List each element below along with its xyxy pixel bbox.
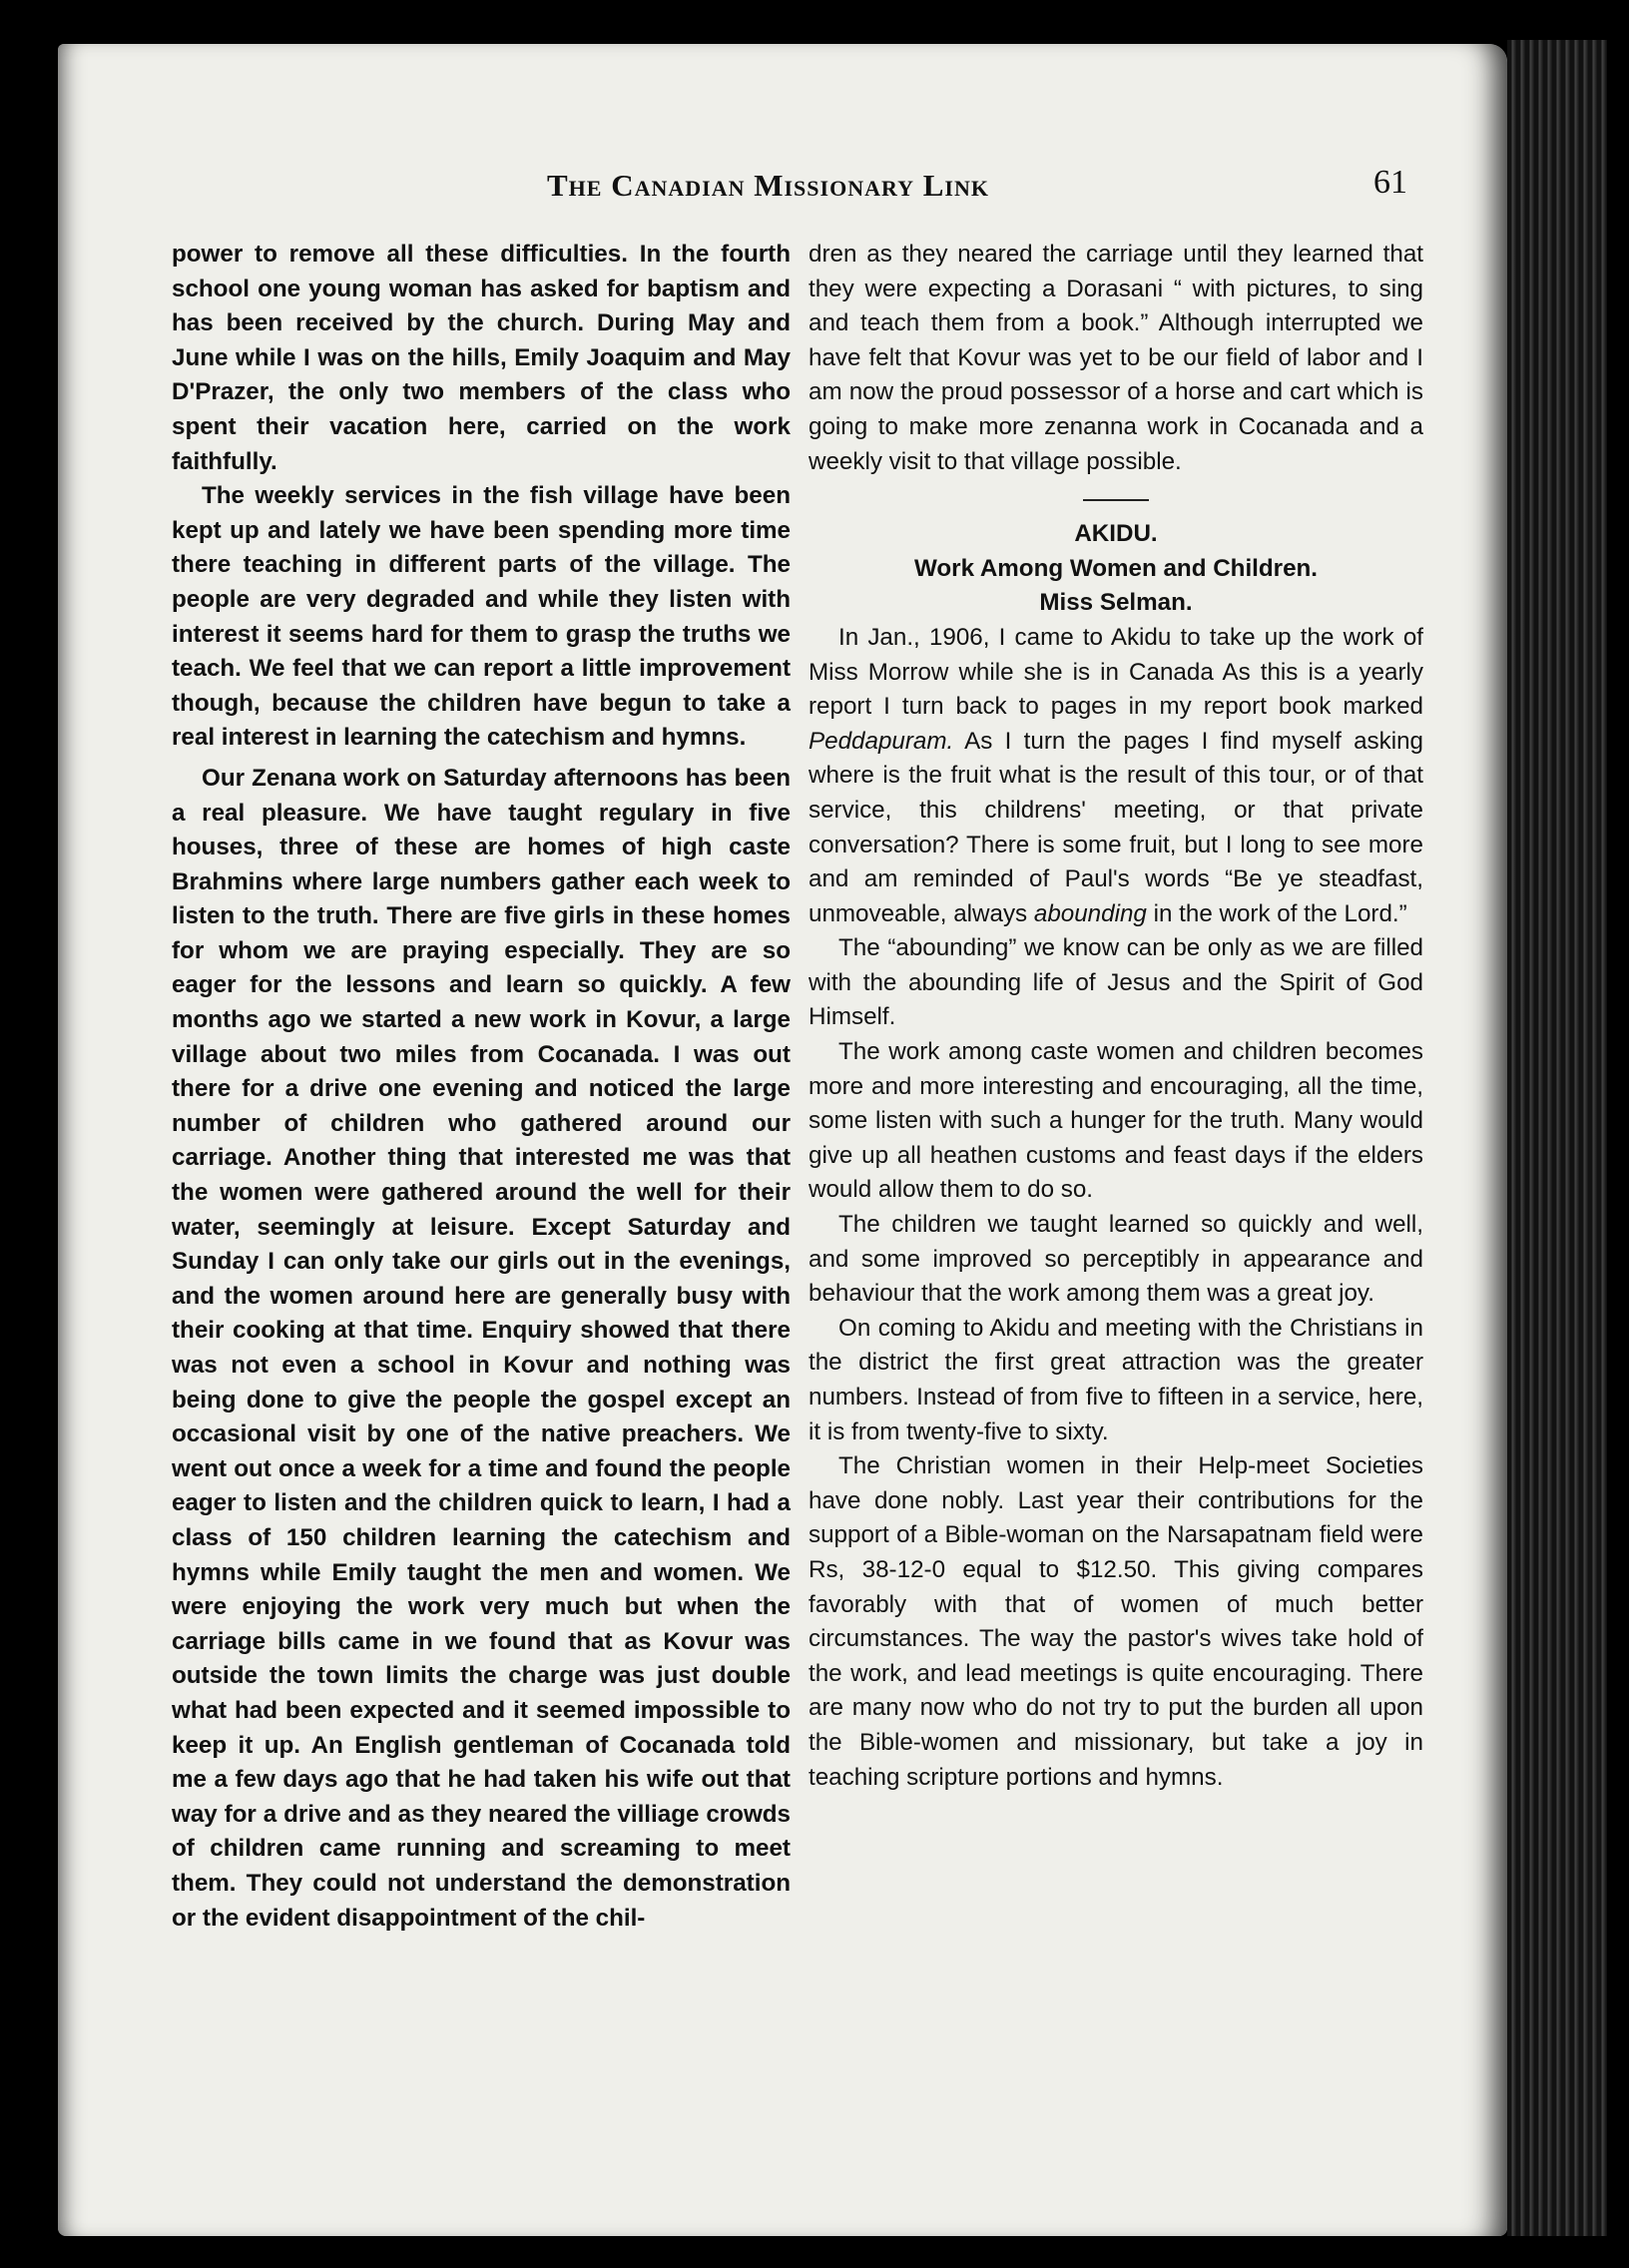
paragraph: power to remove all these difficulties. In the fourth school one young woman has asked for baptism and has been received by the church. During May and June while I was on the hills, Emily Joaquim and May D'Prazer, the only two members of the class who spent their vacation here, carried on the work faithfully.: [172, 241, 791, 475]
page-number: 61: [1373, 164, 1407, 201]
running-header: [0, 164, 1629, 208]
paragraph: dren as they neared the carriage until they learned that they were expecting a Dorasani “ with pictures, to sing and teach them from a book.” Although interrupted we have felt that Kovur was yet to be our field of labor and I am now the proud possessor of a horse and cart which is going to make more zenanna work in Cocanada and a weekly visit to that village possible.: [809, 241, 1423, 475]
text-run: in the work of the Lord.”: [1146, 899, 1407, 927]
paragraph: Our Zenana work on Saturday afternoons has been a real pleasure. We have taught regulary in five houses, three of these are homes of high caste Brahmins where large numbers gather each week to listen to the truth. There are five girls in these homes for whom we are praying especially. They are so eager for the lessons and learn so quickly. A few months ago we started a new work in Kovur, a large village about two miles from Cocanada. I was out there for a drive one evening and noticed the large number of children who gathered around our carriage. Another thing that interested me was that the women were gathered around the well for their water, seemingly at leisure. Except Saturday and Sunday I can only take our girls out in the evenings, and the women around here are generally busy with their cooking at that time. Enquiry showed that there was not even a school in Kovur and nothing was being done to give the people the gospel except an occasional visit by one of the native preachers. We went out once a week for a time and found the people eager to listen and the children quick to learn, I had a class of 150 children learning the catechism and hymns while Emily taught the men and women. We were enjoying the work very much but when the carriage bills came in we found that as Kovur was outside the town limits the charge was just double what had been expected and it seemed impossible to keep it up. An English gentleman of Cocanada told me a few days ago that he had taken his wife out that way for a drive and as they neared the villiage crowds of children came running and screaming to meet them. They could not understand the demonstration or the evident disappointment of the chil-: [172, 764, 791, 1932]
section-author: Miss Selman.: [1039, 589, 1193, 617]
journal-title: The Canadian Missionary Link: [547, 168, 989, 203]
section-title: AKIDU.: [1074, 520, 1158, 548]
paragraph: The work among caste women and children becomes more and more interesting and encouraging, all the time, some listen with such a hunger for the truth. Many would give up all heathen customs and feast days if the elders would allow them to do so.: [809, 1038, 1423, 1204]
paragraph: The children we taught learned so quickly and well, and some improved so perceptibly in appearance and behaviour that the work among them was a great joy.: [809, 1211, 1423, 1308]
paragraph: The weekly services in the fish village have been kept up and lately we have been spending more time there teaching in different parts of the village. The people are very degraded and while they listen with interest it seems hard for them to grasp the truths we teach. We feel that we can report a little improvement though, because the children have begun to take a real interest in learning the catechism and hymns.: [172, 482, 791, 752]
paragraph: The Christian women in their Help-meet Societies have done nobly. Last year their contributions for the support of a Bible-woman on the Narsapatnam field were Rs, 38-12-0 equal to $12.50. This giving compares favorably with that of women of much better circumstances. The way the pastor's wives take hold of the work, and lead meetings is quite encouraging. There are many now who do not try to put the burden all upon the Bible-women and missionary, but take a joy in teaching scripture portions and hymns.: [809, 1452, 1423, 1791]
paragraph: The “abounding” we know can be only as we are filled with the abounding life of Jesus and the Spirit of God Himself.: [809, 934, 1423, 1031]
text-run: As I turn the pages I find myself asking where is the fruit what is the result of this tour, or of that service, this childrens' meeting, or that private conversation? There is some fruit, but I long to see more and am reminded of Paul's words “Be ye steadfast, unmoveable, always: [809, 727, 1423, 927]
left-column: [172, 238, 791, 1936]
italic-word: abounding: [1033, 899, 1147, 927]
book-binding-edge: [1507, 40, 1607, 2236]
paragraph: On coming to Akidu and meeting with the Christians in the district the first great attraction was the greater numbers. Instead of from five to fifteen in a service, here, it is from twenty-five to sixty.: [809, 1314, 1423, 1445]
section-subtitle: Work Among Women and Children.: [913, 554, 1319, 582]
section-divider: [1083, 499, 1149, 501]
italic-place-name: Peddapuram.: [809, 727, 954, 755]
right-column: [809, 238, 1423, 1795]
text-run: In Jan., 1906, I came to Akidu to take up the work of Miss Morrow while she is in Canada As this is a yearly report I turn back to pages in my report book marked: [809, 623, 1423, 721]
paragraph: [809, 621, 1423, 931]
